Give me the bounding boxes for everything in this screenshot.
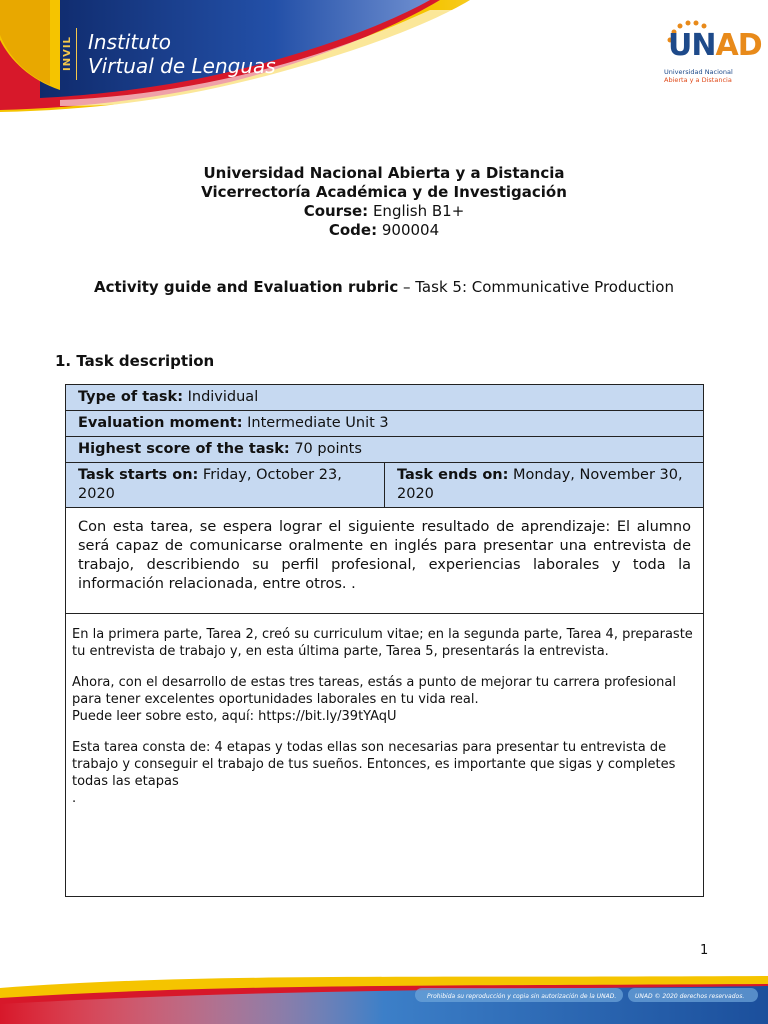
institute-title: [88, 30, 276, 78]
header-banner: [0, 0, 768, 135]
vice-rectorate: Vicerrectoría Académica y de Investigación: [201, 183, 567, 201]
evaluation-moment-row: Evaluation moment: Intermediate Unit 3: [66, 411, 703, 437]
description-paragraph-3: Esta tarea consta de: 4 etapas y todas ellas son necesarias para presentar tu entrevista de trabajo y conseguir el trabajo de tus sueños. Entonces, es importante que sigas y completes todas las etapas .: [72, 740, 676, 806]
description-paragraph-2: Ahora, con el desarrollo de estas tres tareas, estás a punto de mejorar tu carrera profesional para tener excelentes oportunidades laborales en tu vida real. Puede leer sobre esto, aquí: https://bit.ly/39tYAqU: [72, 674, 697, 725]
reference-link-line: Puede leer sobre esto, aquí: https://bit.ly/39tYAqU: [72, 709, 397, 724]
type-of-task-row: Type of task: Individual: [66, 385, 703, 411]
footer-rights: UNAD © 2020 derechos reservados.: [635, 993, 745, 1000]
footer-notice: Prohibida su reproducción y copia sin autorización de la UNAD.: [427, 993, 617, 1000]
course-line: Course: English B1+: [303, 202, 465, 220]
dates-row: [66, 463, 703, 508]
invil-tag: INVIL: [62, 28, 77, 80]
document-heading: [0, 164, 768, 240]
activity-title: Activity guide and Evaluation rubric – Task 5: Communicative Production: [94, 278, 674, 296]
learning-outcome: Con esta tarea, se espera lograr el siguiente resultado de aprendizaje: El alumno será capaz de comunicarse oralmente en inglés para presentar una entrevista de trabajo, describiendo su perfil profesional, experiencias laborales y toda la información relacionada, entre otros. .: [66, 508, 703, 614]
institute-line2: Virtual de Lenguas: [88, 54, 276, 78]
unad-subtitle-2: Abierta y a Distancia: [664, 76, 732, 84]
task-start-cell: Task starts on: Friday, October 23, 2020: [66, 463, 385, 507]
highest-score-row: Highest score of the task: 70 points: [66, 437, 703, 463]
institute-line1: Instituto: [88, 30, 171, 54]
unad-subtitle-1: Universidad Nacional: [664, 68, 733, 76]
task-end-cell: Task ends on: Monday, November 30, 2020: [397, 467, 683, 502]
university-name: Universidad Nacional Abierta y a Distancia: [203, 164, 565, 182]
unad-wordmark: UNAD: [668, 28, 762, 63]
section-title: 1. Task description: [55, 352, 215, 370]
page-number: 1: [700, 943, 709, 958]
task-table: [65, 384, 704, 897]
task-description: [66, 614, 703, 896]
code-line: Code: 900004: [328, 221, 440, 239]
description-paragraph-1: En la primera parte, Tarea 2, creó su curriculum vitae; en la segunda parte, Tarea 4, preparaste tu entrevista de trabajo y, en esta última parte, Tarea 5, presentarás la entrevista.: [72, 627, 693, 659]
